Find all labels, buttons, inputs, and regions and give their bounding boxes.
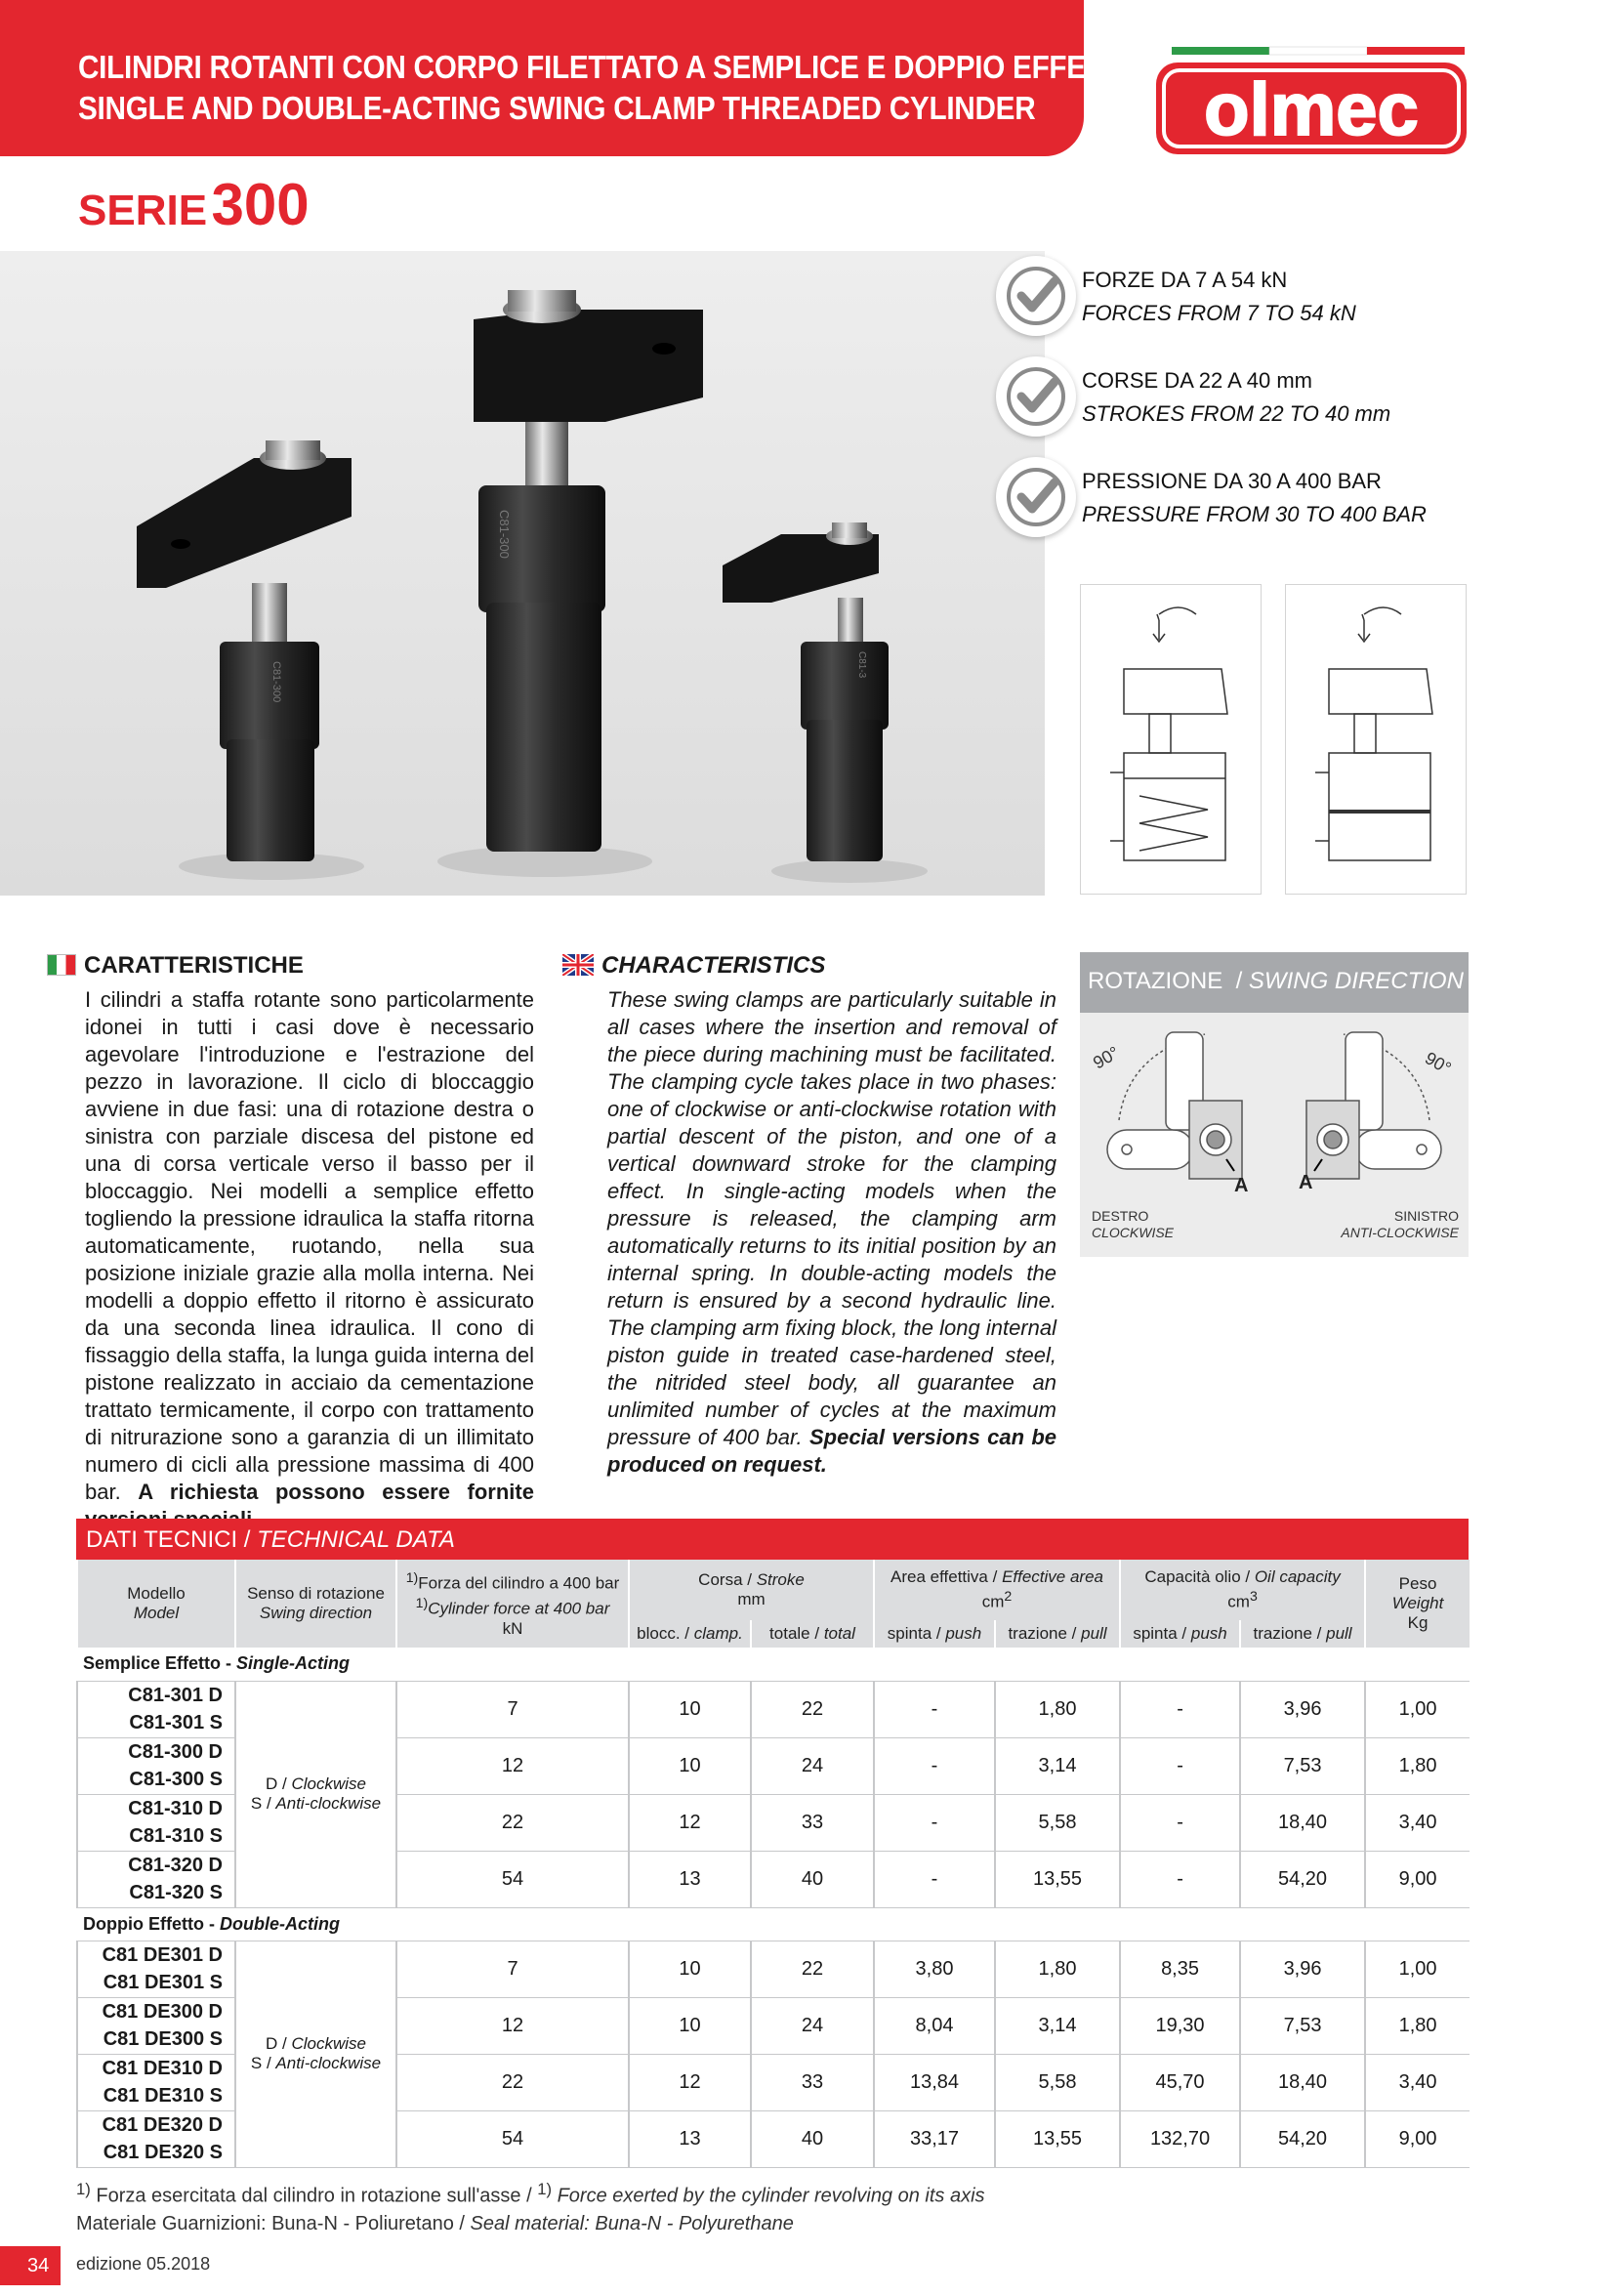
feature-strokes (996, 356, 1601, 446)
olmec-logo (1152, 43, 1474, 160)
footnote-seal-material: Materiale Guarnizioni: Buna-N - Poliuretano / Seal material: Buna-N - Polyurethane (76, 2212, 794, 2234)
check-icon (996, 356, 1076, 437)
cell-weight: 1,00 (1365, 1681, 1470, 1737)
cell-weight: 9,00 (1365, 1851, 1470, 1907)
angle-left-label: 90° (1090, 1042, 1123, 1073)
feature-forces-en: FORCES FROM 7 TO 54 kN (1082, 301, 1356, 325)
cell-total: 33 (751, 1794, 874, 1851)
feature-pressure (996, 457, 1601, 547)
cell-total: 33 (751, 2054, 874, 2110)
anticlockwise-it: SINISTRO (1393, 1208, 1459, 1224)
cell-area-pull: 1,80 (995, 1941, 1120, 1997)
cell-oil-push: - (1120, 1681, 1240, 1737)
cell-area-push: - (874, 1737, 995, 1794)
swing-direction-cell: D / Clockwise S / Anti-clockwise (235, 1681, 396, 1907)
cell-force: 22 (396, 2054, 629, 2110)
cell-area-pull: 13,55 (995, 1851, 1120, 1907)
cell-oil-pull: 18,40 (1240, 2054, 1365, 2110)
characteristics-it-text: I cilindri a staffa rotante sono particolarmente idonei in tutti i casi dove è necessario agevolare l'introduzione e l'estrazione del pezzo in lavorazione. Il ciclo di bloccaggio avviene in due fasi: una di rotazione destra o sinistra con parziale discesa del pistone ed una di corsa verticale verso il basso per il bloccaggio. Nei modelli a semplice effetto togliendo la pressione idraulica la staffa ritorna automaticamente, ruotando, nella sua posizione iniziale grazie alla molla interna. Nei modelli a doppio effetto il ritorno è assicurato da una seconda linea idraulica. Il cono di fissaggio della staffa, la lunga guida interna del pistone realizzato in acciaio da cementazione trattato termicamente, il corpo con trattamento di nitrurazione sono a garanzia di un illimitato numero di cicli alla pressione massima di 400 bar. A richiesta possono essere fornite (85, 987, 534, 1504)
cell-total: 40 (751, 2110, 874, 2167)
cell-clamp: 12 (629, 1794, 751, 1851)
col-swing-direction: Senso di rotazione Swing direction (235, 1560, 396, 1648)
cell-force: 12 (396, 1737, 629, 1794)
cell-oil-push: - (1120, 1851, 1240, 1907)
cell-area-pull: 5,58 (995, 2054, 1120, 2110)
characteristics-en-text: These swing clamps are particularly suitable in all cases where the insertion and removal of the piece during machining must be facilitated. The clamping cycle takes place in two phases: one of clockwise or anti-clockwise rotation with partial descent of the piston, and one of a vertical downward stroke for the clamping effect. In single-acting models when the pressure is released, the clamping arm automatically returns to its initial position by an internal spring. In double-acting models the return is ensured by a second hydraulic line. The clamping arm fixing block, the long internal piston guide in treated case-hardened steel, the nitrided steel body, all guarantee an unlimited number of cycles at the maximum pressure of 400 bar. Special versions can be produced on request. (607, 987, 1056, 1477)
italy-flag-icon (47, 954, 76, 976)
logo-text: olmec (1204, 68, 1419, 151)
model-cell: C81 DE301 D C81 DE301 S (77, 1941, 235, 1997)
cell-area-pull: 1,80 (995, 1681, 1120, 1737)
cell-oil-pull: 54,20 (1240, 2110, 1365, 2167)
cell-clamp: 10 (629, 1941, 751, 1997)
cell-clamp: 10 (629, 1737, 751, 1794)
symbol-double-acting (1285, 584, 1467, 895)
model-cell: C81-310 D C81-310 S (77, 1794, 235, 1851)
cell-area-push: - (874, 1851, 995, 1907)
table-row (77, 1941, 1470, 1997)
model-cell: C81-301 D C81-301 S (77, 1681, 235, 1737)
group-row: Doppio Effetto - Double-Acting (77, 1907, 1470, 1941)
table-row (77, 1681, 1470, 1737)
feature-strokes-en: STROKES FROM 22 TO 40 mm (1082, 401, 1391, 426)
angle-right-label: 90° (1422, 1048, 1455, 1079)
cell-force: 12 (396, 1997, 629, 2054)
clockwise-it: DESTRO (1092, 1208, 1149, 1224)
page-number: 34 (0, 2246, 61, 2285)
col-force: $^{1)}$Forza del cilindro a 400 bar $^{1)}$Cylinder force at 400 bar kN (396, 1560, 629, 1648)
marker-a-left: A (1234, 1175, 1249, 1196)
cell-oil-push: 19,30 (1120, 1997, 1240, 2054)
swing-direction-heading: ROTAZIONE / SWING DIRECTION (1080, 952, 1469, 1013)
feature-pressure-it: PRESSIONE DA 30 A 400 BAR (1082, 469, 1382, 493)
model-cell: C81 DE320 D C81 DE320 S (77, 2110, 235, 2167)
cell-area-push: - (874, 1681, 995, 1737)
cell-oil-push: - (1120, 1794, 1240, 1851)
col-oil-pull: trazione / pull (1240, 1620, 1365, 1648)
clamp-label-right: C81-3 (856, 651, 867, 679)
cell-area-pull: 5,58 (995, 1794, 1120, 1851)
cell-clamp: 13 (629, 1851, 751, 1907)
cell-clamp: 10 (629, 1997, 751, 2054)
cell-oil-pull: 3,96 (1240, 1941, 1365, 1997)
cell-force: 7 (396, 1941, 629, 1997)
model-cell: C81 DE300 D C81 DE300 S (77, 1997, 235, 2054)
cell-area-push: 8,04 (874, 1997, 995, 2054)
model-cell: C81-300 D C81-300 S (77, 1737, 235, 1794)
cell-total: 22 (751, 1941, 874, 1997)
cell-force: 7 (396, 1681, 629, 1737)
product-photo (0, 251, 1045, 896)
swing-clamps-illustration (0, 251, 1045, 896)
cell-oil-push: 132,70 (1120, 2110, 1240, 2167)
cell-total: 24 (751, 1737, 874, 1794)
col-effective-area: Area effettiva / Effective area $cm^2$ (874, 1560, 1120, 1620)
feature-strokes-it: CORSE DA 22 A 40 mm (1082, 368, 1312, 393)
title-english: SINGLE AND DOUBLE-ACTING SWING CLAMP THREADED CYLINDER (78, 90, 1036, 126)
cell-total: 22 (751, 1681, 874, 1737)
cell-area-pull: 3,14 (995, 1997, 1120, 2054)
cell-weight: 1,80 (1365, 1737, 1470, 1794)
group-row: Semplice Effetto - Single-Acting (77, 1648, 1470, 1681)
cell-force: 54 (396, 2110, 629, 2167)
series-word: SERIE (78, 187, 208, 234)
swing-direction-cell: D / Clockwise S / Anti-clockwise (235, 1941, 396, 2167)
cell-clamp: 13 (629, 2110, 751, 2167)
technical-data-heading: DATI TECNICI / TECHNICAL DATA (76, 1519, 1469, 1560)
cell-weight: 3,40 (1365, 2054, 1470, 2110)
cell-area-push: 13,84 (874, 2054, 995, 2110)
cell-weight: 3,40 (1365, 1794, 1470, 1851)
feature-forces (996, 256, 1601, 346)
check-icon (996, 256, 1076, 336)
col-stroke: Corsa / Stroke mm (629, 1560, 874, 1620)
col-oil-capacity: Capacità olio / Oil capacity $cm^3$ (1120, 1560, 1365, 1620)
cell-area-pull: 3,14 (995, 1737, 1120, 1794)
edition-label: edizione 05.2018 (76, 2254, 211, 2274)
cell-area-push: 3,80 (874, 1941, 995, 1997)
cell-oil-pull: 7,53 (1240, 1737, 1365, 1794)
footnote-force: $^{1)}$ Forza esercitata dal cilindro in rotazione sull'asse / $^{1)}$ Force exerted by the cylinder revolving on its axis (76, 2180, 985, 2207)
cell-total: 24 (751, 1997, 874, 2054)
check-icon (996, 457, 1076, 537)
cell-force: 54 (396, 1851, 629, 1907)
cell-clamp: 12 (629, 2054, 751, 2110)
cell-weight: 1,80 (1365, 1997, 1470, 2054)
cell-oil-pull: 3,96 (1240, 1681, 1365, 1737)
col-oil-push: spinta / push (1120, 1620, 1240, 1648)
cell-oil-pull: 18,40 (1240, 1794, 1365, 1851)
clockwise-en: CLOCKWISE (1092, 1225, 1175, 1240)
footnotes (76, 2176, 985, 2237)
marker-a-right: A (1299, 1172, 1313, 1193)
cell-total: 40 (751, 1851, 874, 1907)
technical-data-table (76, 1560, 1470, 2168)
col-total: totale / total (751, 1620, 874, 1648)
model-cell: C81 DE310 D C81 DE310 S (77, 2054, 235, 2110)
cell-clamp: 10 (629, 1681, 751, 1737)
cell-oil-push: 45,70 (1120, 2054, 1240, 2110)
cell-oil-push: 8,35 (1120, 1941, 1240, 1997)
title-italian: CILINDRI ROTANTI CON CORPO FILETTATO A SEMPLICE E DOPPIO EFFETTO (78, 49, 1142, 85)
col-clamp: blocc. / clamp. (629, 1620, 751, 1648)
cell-area-pull: 13,55 (995, 2110, 1120, 2167)
symbol-single-acting (1080, 584, 1262, 895)
cell-oil-pull: 7,53 (1240, 1997, 1365, 2054)
cell-weight: 9,00 (1365, 2110, 1470, 2167)
cell-area-push: - (874, 1794, 995, 1851)
feature-pressure-en: PRESSURE FROM 30 TO 400 BAR (1082, 502, 1427, 526)
series-title (78, 171, 310, 238)
clamp-label-left: C81-300 (270, 661, 282, 703)
col-area-pull: trazione / pull (995, 1620, 1120, 1648)
uk-flag-icon (562, 954, 594, 982)
cell-oil-push: - (1120, 1737, 1240, 1794)
characteristics-en-heading: CHARACTERISTICS (562, 952, 825, 982)
cell-force: 22 (396, 1794, 629, 1851)
series-number: 300 (211, 172, 310, 237)
col-weight: Peso Weight Kg (1365, 1560, 1470, 1648)
cell-weight: 1,00 (1365, 1941, 1470, 1997)
cell-area-push: 33,17 (874, 2110, 995, 2167)
clamp-label-middle: C81-300 (497, 510, 512, 559)
col-model: Modello Model (77, 1560, 235, 1648)
characteristics-it-heading: CARATTERISTICHE (47, 952, 304, 980)
model-cell: C81-320 D C81-320 S (77, 1851, 235, 1907)
swing-direction-diagram (1080, 1013, 1469, 1257)
feature-forces-it: FORZE DA 7 A 54 kN (1082, 268, 1288, 292)
col-area-push: spinta / push (874, 1620, 995, 1648)
cell-oil-pull: 54,20 (1240, 1851, 1365, 1907)
anticlockwise-en: ANTI-CLOCKWISE (1341, 1225, 1459, 1240)
